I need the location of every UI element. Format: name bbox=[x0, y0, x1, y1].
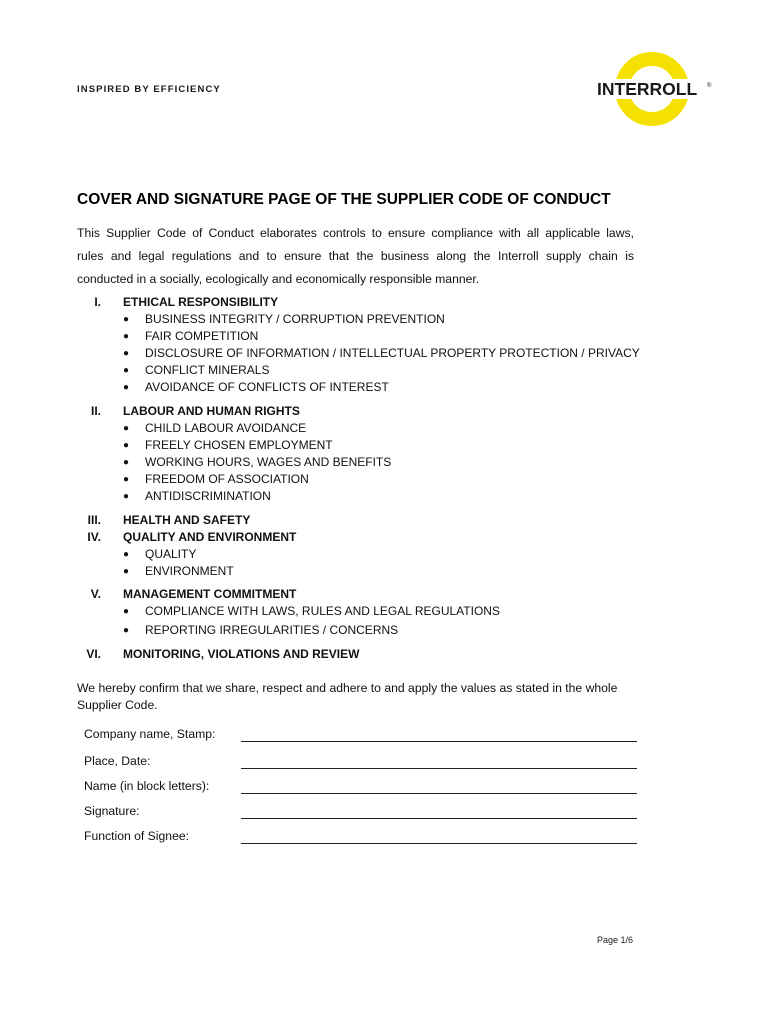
section-title: MANAGEMENT COMMITMENT bbox=[123, 587, 297, 601]
list-item: ● ANTIDISCRIMINATION bbox=[123, 489, 271, 503]
intro-line: This Supplier Code of Conduct elaborates controls to ensure compliance with all applicable laws, bbox=[77, 226, 634, 240]
field-label: Signature: bbox=[84, 804, 140, 818]
field-label: Name (in block letters): bbox=[84, 779, 210, 793]
section-number: IV. bbox=[87, 530, 101, 544]
page-number: Page 1/6 bbox=[597, 935, 634, 945]
section-title: LABOUR AND HUMAN RIGHTS bbox=[123, 404, 300, 418]
section-number: V. bbox=[90, 587, 101, 601]
intro-line: rules and legal regulations and to ensure that the business along the Interroll supply chain is bbox=[77, 249, 634, 263]
bullet-icon: ● bbox=[123, 457, 130, 468]
bullet-icon: ● bbox=[123, 314, 130, 325]
bullet-icon: ● bbox=[123, 606, 130, 617]
bullet-icon: ● bbox=[123, 491, 130, 502]
field-label: Company name, Stamp: bbox=[84, 727, 216, 741]
list-item: ● FREEDOM OF ASSOCIATION bbox=[123, 472, 309, 486]
bullet-icon: ● bbox=[123, 331, 130, 342]
tagline: INSPIRED BY EFFICIENCY bbox=[77, 84, 221, 95]
list-item: ● REPORTING IRREGULARITIES / CONCERNS bbox=[123, 623, 399, 637]
interroll-logo bbox=[594, 52, 714, 126]
section-number: II. bbox=[90, 404, 101, 418]
section-title: ETHICAL RESPONSIBILITY bbox=[123, 295, 279, 309]
logo-registered-mark: ® bbox=[707, 83, 712, 89]
bullet-icon: ● bbox=[123, 382, 130, 393]
list-item: ● DISCLOSURE OF INFORMATION / INTELLECTUAL PROPERTY PROTECTION / PRIVACY bbox=[123, 346, 640, 360]
bullet-icon: ● bbox=[123, 365, 130, 376]
confirmation-statement: We hereby confirm that we share, respect and adhere to and apply the values as stated in the whole Supplier Code. bbox=[77, 681, 618, 712]
signature-line[interactable] bbox=[241, 768, 637, 769]
list-item: ● QUALITY bbox=[123, 547, 197, 561]
bullet-icon: ● bbox=[123, 566, 130, 577]
signature-line[interactable] bbox=[241, 741, 637, 742]
signature-line[interactable] bbox=[241, 793, 637, 794]
field-label: Function of Signee: bbox=[84, 829, 190, 843]
list-item: ● ENVIRONMENT bbox=[123, 564, 234, 578]
intro-paragraph bbox=[77, 222, 634, 291]
bullet-icon: ● bbox=[123, 625, 130, 636]
list-item: ● BUSINESS INTEGRITY / CORRUPTION PREVENTION bbox=[123, 312, 445, 326]
bullet-icon: ● bbox=[123, 474, 130, 485]
section-title: MONITORING, VIOLATIONS AND REVIEW bbox=[123, 647, 360, 661]
bullet-icon: ● bbox=[123, 440, 130, 451]
page-title: COVER AND SIGNATURE PAGE OF THE SUPPLIER CODE OF CONDUCT bbox=[77, 191, 611, 208]
list-item: ● FREELY CHOSEN EMPLOYMENT bbox=[123, 438, 333, 452]
signature-line[interactable] bbox=[241, 818, 637, 819]
list-item: ● CHILD LABOUR AVOIDANCE bbox=[123, 421, 307, 435]
section-title: QUALITY AND ENVIRONMENT bbox=[123, 530, 297, 544]
list-item: ● COMPLIANCE WITH LAWS, RULES AND LEGAL REGULATIONS bbox=[123, 604, 500, 618]
intro-line: conducted in a socially, ecologically and economically responsible manner. bbox=[77, 272, 480, 286]
section-title: HEALTH AND SAFETY bbox=[123, 513, 251, 527]
logo-text: INTERROLL bbox=[597, 79, 698, 99]
bullet-icon: ● bbox=[123, 423, 130, 434]
bullet-icon: ● bbox=[123, 348, 130, 359]
bullet-icon: ● bbox=[123, 549, 130, 560]
signature-line[interactable] bbox=[241, 843, 637, 844]
field-label: Place, Date: bbox=[84, 754, 151, 768]
section-number: VI. bbox=[86, 647, 101, 661]
list-item: ● FAIR COMPETITION bbox=[123, 329, 259, 343]
section-number: I. bbox=[94, 295, 101, 309]
list-item: ● AVOIDANCE OF CONFLICTS OF INTEREST bbox=[123, 380, 389, 394]
list-item: ● CONFLICT MINERALS bbox=[123, 363, 270, 377]
section-number: III. bbox=[87, 513, 101, 527]
list-item: ● WORKING HOURS, WAGES AND BENEFITS bbox=[123, 455, 392, 469]
